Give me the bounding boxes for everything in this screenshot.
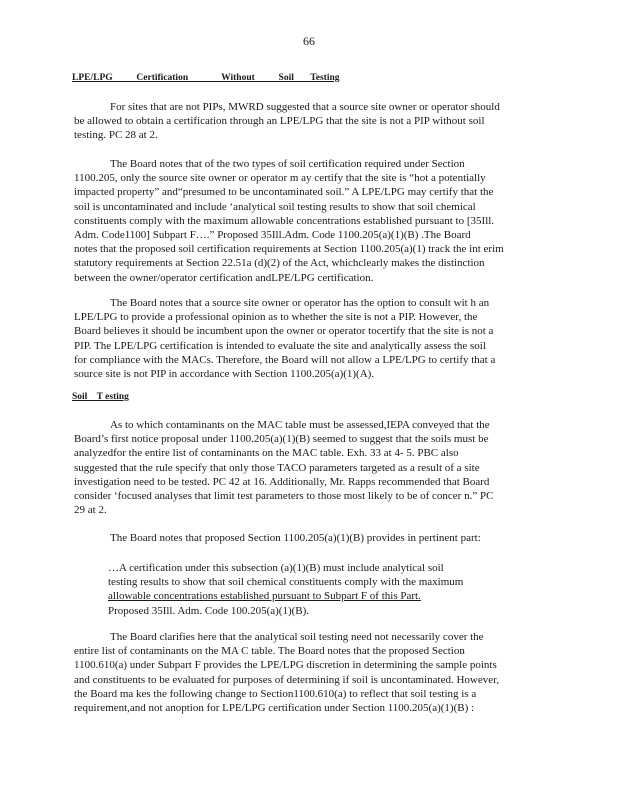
quote-line: testing results to show that soil chemical constituents comply with the maximum [108,576,464,589]
block-quote [108,561,488,618]
text-line: for compliance with the MACs. Therefore, the Board will not allow a LPE/LPG to certify that a [74,353,496,366]
paragraph-2 [74,157,540,285]
quote-line: Proposed 35Ill. Adm. Code 100.205(a)(1)(B). [108,604,310,617]
quote-line-underlined: allowable concentrations established pursuant to Subpart F of this Part. [108,590,421,603]
section-heading-text: LPE/LPG Certification Without Soil Testing [72,73,340,83]
text-line: entire list of contaminants on the MA C table. The Board notes that the proposed Section [74,645,465,658]
paragraph-6 [74,630,540,715]
text-line: analyzedfor the entire list of contaminants on the MAC table. Exh. 33 at 4- 5. PBC also [74,447,459,460]
text-line: be allowed to obtain a certification through an LPE/LPG that the site is not a PIP without soil [74,115,485,128]
paragraph-4 [74,418,540,517]
text-line: LPE/LPG to provide a professional opinion as to whether the site is not a PIP. However, the [74,311,478,324]
text-line: suggested that the rule specify that only those TACO parameters targeted as a result of a site [74,461,480,474]
text-line: the Board ma kes the following change to Section1100.610(a) to reflect that soil testing is a [74,687,477,700]
text-line: As to which contaminants on the MAC table must be assessed,IEPA conveyed that the [110,419,490,431]
section-heading-soil-testing [72,392,129,402]
text-line: consider ‘focused analyses that limit test parameters to those most likely to be of concer n.” PC [74,490,494,503]
paragraph-3 [74,296,540,381]
text-line: investigation need to be tested. PC 42 at 16. Additionally, Mr. Rapps recommended that Board [74,475,490,488]
text-line: 1100.610(a) under Subpart F provides the LPE/LPG discretion in determining the sample points [74,659,497,672]
text-line: 29 at 2. [74,504,107,517]
text-line: Adm. Code1100] Subpart F….” Proposed 35Ill.Adm. Code 1100.205(a)(1)(B) .The Board [74,229,471,242]
text-line: PIP. The LPE/LPG certification is intended to evaluate the site and analytically assess the soil [74,339,486,352]
paragraph-5 [74,531,540,545]
section-heading-text: Soil T esting [72,392,129,402]
section-heading-lpe-lpg [72,73,340,83]
text-line: 1100.205, only the source site owner or operator m ay certify that the site is “hot a potentially [74,172,486,185]
text-line: statutory requirements at Section 22.51a (d)(2) of the Act, whichclearly makes the distinction [74,257,485,270]
text-line: For sites that are not PIPs, MWRD suggested that a source site owner or operator should [110,101,500,113]
text-line: testing. PC 28 at 2. [74,129,158,142]
page-number: 66 [303,34,315,48]
text-line: requirement,and not anoption for LPE/LPG certification under Section 1100.205(a)(1)(B) : [74,702,475,715]
text-line: soil is uncontaminated and include ‘analytical soil testing results to show that soil chemical [74,200,476,213]
text-line: Board believes it should be incumbent upon the owner or operator tocertify that the site is not a [74,325,494,338]
text-line: The Board notes that a source site owner or operator has the option to consult wit h an [110,297,490,309]
text-line: source site is not PIP in accordance with Section 1100.205(a)(1)(A). [74,368,375,381]
text-line: impacted property” and“presumed to be uncontaminated soil.” A LPE/LPG may certify that the [74,186,494,199]
text-line: and constituents to be evaluated for purposes of determining if soil is uncontaminated. However, [74,673,500,686]
text-line: constituents comply with the maximum allowable concentrations established pursuant to [35Ill. [74,214,495,227]
text-line: The Board notes that of the two types of soil certification required under Section [110,158,465,170]
text-line: The Board notes that proposed Section 1100.205(a)(1)(B) provides in pertinent part: [110,532,481,544]
text-line: between the owner/operator certification andLPE/LPG certification. [74,271,374,284]
paragraph-1 [74,100,540,143]
text-line: Board’s first notice proposal under 1100.205(a)(1)(B) seemed to suggest that the soils must be [74,433,489,446]
text-line: The Board clarifies here that the analytical soil testing need not necessarily cover the [110,631,484,643]
text-line: notes that the proposed soil certification requirements at Section 1100.205(a)(1) track the int erim [74,243,504,256]
quote-line: …A certification under this subsection (a)(1)(B) must include analytical soil [108,562,444,574]
